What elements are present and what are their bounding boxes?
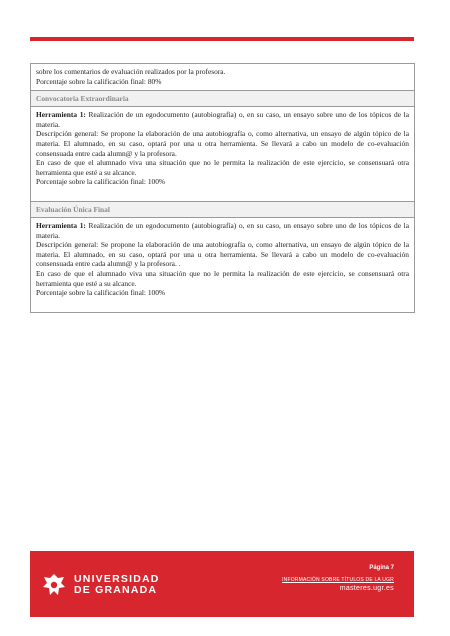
alternative-case: En caso de que el alumnado viva una situación que no le permita la realización de este ejercicio, se consensuará otra herramienta que esté a su alcance.	[36, 268, 409, 288]
tool-label: Herramienta 1:	[36, 110, 86, 120]
university-name	[74, 574, 160, 595]
unica-cell	[31, 218, 414, 313]
percentage-line: Porcentaje sobre la calificación final: 100%	[36, 288, 166, 298]
tool-description	[36, 110, 409, 129]
university-line-2: DE GRANADA	[74, 583, 158, 596]
tool-label: Herramienta 1:	[36, 220, 86, 230]
tool-text: Realización de un egodocumento (autobiografía) o, en su caso, un ensayo sobre uno de los tópicos de la materia.	[36, 220, 409, 240]
page-number: Página 7	[369, 565, 394, 571]
evaluation-table	[30, 63, 415, 313]
page-footer	[30, 551, 414, 617]
continuation-percent: Porcentaje sobre la calificación final: 80%	[36, 76, 162, 86]
extraordinaria-cell	[31, 107, 414, 202]
section-heading-unica: Evaluación Única Final	[31, 202, 414, 218]
alternative-case: En caso de que el alumnado viva una situación que no le permita la realización de este ejercicio, se consensuará otra herramienta que esté a su alcance.	[36, 158, 409, 177]
university-line-1: UNIVERSIDAD	[74, 573, 160, 585]
tool-description	[36, 221, 409, 240]
continuation-cell	[31, 64, 414, 91]
info-link[interactable]: INFORMACIÓN SOBRE TÍTULOS DE LA UGR	[282, 577, 394, 583]
general-description: Descripción general: Se propone la elaboración de una autobiografía o, como alternativa, un ensayo de algún tópico de la materia. El alumnado, en su caso, optará por una u otra herramienta. Se llevará a cabo un modelo de co-evaluación consensuada entre cada alumn@ y la profesora. .	[36, 240, 409, 269]
site-url[interactable]: masteres.ugr.es	[339, 585, 394, 592]
university-crest-icon	[40, 571, 68, 599]
header-rule	[30, 37, 414, 41]
general-description: Descripción general: Se propone la elaboración de una autobiografía o, como alternativa, un ensayo de algún tópico de la materia. El alumnado, en su caso, optará por una u otra herramienta. Se llevará a cabo un modelo de co-evaluación consensuada entre cada alumn@ y la profesora.	[36, 129, 409, 158]
section-heading-extraordinaria: Convocatoria Extraordinaria	[31, 91, 414, 107]
percentage-line: Porcentaje sobre la calificación final: 100%	[36, 177, 166, 187]
continuation-line: sobre los comentarios de evaluación realizados por la profesora.	[36, 67, 226, 76]
tool-text: Realización de un egodocumento (autobiografía) o, en su caso, un ensayo sobre uno de los tópicos de la materia.	[36, 110, 409, 129]
